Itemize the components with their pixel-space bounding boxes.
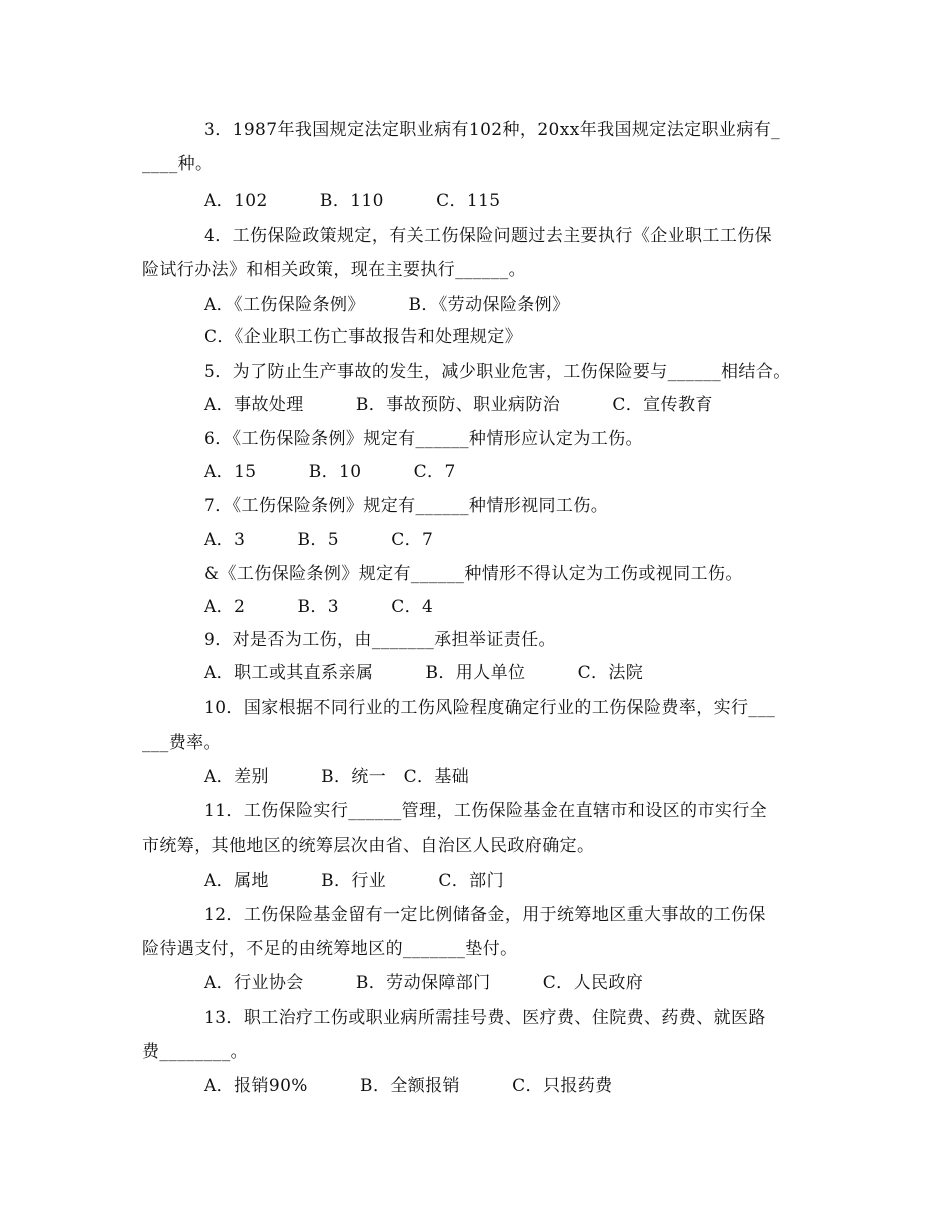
question-7-options: A．3 B．5 C．7	[204, 530, 434, 550]
question-4-options-ab: A．《工伤保险条例》 B．《劳动保险条例》	[204, 295, 570, 315]
question-7-text: 7．《工伤保险条例》规定有______种情形视同工伤。	[204, 496, 609, 516]
question-8-text: &《工伤保险条例》规定有______种情形不得认定为工伤或视同工伤。	[204, 564, 743, 584]
question-9-text: 9．对是否为工伤，由_______承担举证责任。	[204, 630, 556, 650]
question-13-text: 13．职工治疗工伤或职业病所需挂号费、医疗费、住院费、药费、就医路	[204, 1008, 766, 1028]
question-6-options: A．15 B．10 C．7	[204, 462, 456, 482]
question-13-options: A．报销90% B．全额报销 C．只报药费	[204, 1076, 613, 1096]
question-3-text: 3．1987年我国规定法定职业病有102种，20xx年我国规定法定职业病有_	[204, 120, 781, 140]
question-11-options: A．属地 B．行业 C．部门	[204, 871, 504, 891]
question-12-text-cont: 险待遇支付，不足的由统筹地区的_______垫付。	[142, 939, 518, 959]
question-11-text-cont: 市统筹，其他地区的统筹层次由省、自治区人民政府确定。	[142, 836, 595, 856]
question-12-options: A．行业协会 B．劳动保障部门 C．人民政府	[204, 973, 644, 993]
question-3-text-cont: ____种。	[142, 154, 213, 174]
question-9-options: A．职工或其直系亲属 B．用人单位 C．法院	[204, 663, 644, 683]
question-10-options: A．差别 B．统一 C．基础	[204, 767, 470, 787]
question-13-text-cont: 费________。	[142, 1042, 248, 1062]
question-4-option-c: C．《企业职工伤亡事故报告和处理规定》	[204, 327, 523, 347]
question-8-options: A．2 B．3 C．4	[204, 597, 434, 617]
question-10-text-cont: ___费率。	[142, 733, 221, 753]
question-4-text-cont: 险试行办法》和相关政策，现在主要执行______。	[142, 260, 526, 280]
question-6-text: 6．《工伤保险条例》规定有______种情形应认定为工伤。	[204, 429, 643, 449]
question-4-text: 4．工伤保险政策规定，有关工伤保险问题过去主要执行《企业职工工伤保	[204, 226, 773, 246]
question-5-text: 5．为了防止生产事故的发生，减少职业危害，工伤保险要与______相结合。	[204, 362, 791, 382]
question-5-options: A．事故处理 B．事故预防、职业病防治 C．宣传教育	[204, 395, 713, 415]
question-12-text: 12．工伤保险基金留有一定比例储备金，用于统筹地区重大事故的工伤保	[204, 905, 766, 925]
question-11-text: 11．工伤保险实行______管理，工伤保险基金在直辖市和设区的市实行全	[204, 801, 768, 821]
question-3-options: A．102 B．110 C．115	[204, 191, 501, 211]
question-10-text: 10．国家根据不同行业的工伤风险程度确定行业的工伤保险费率，实行___	[204, 698, 776, 718]
